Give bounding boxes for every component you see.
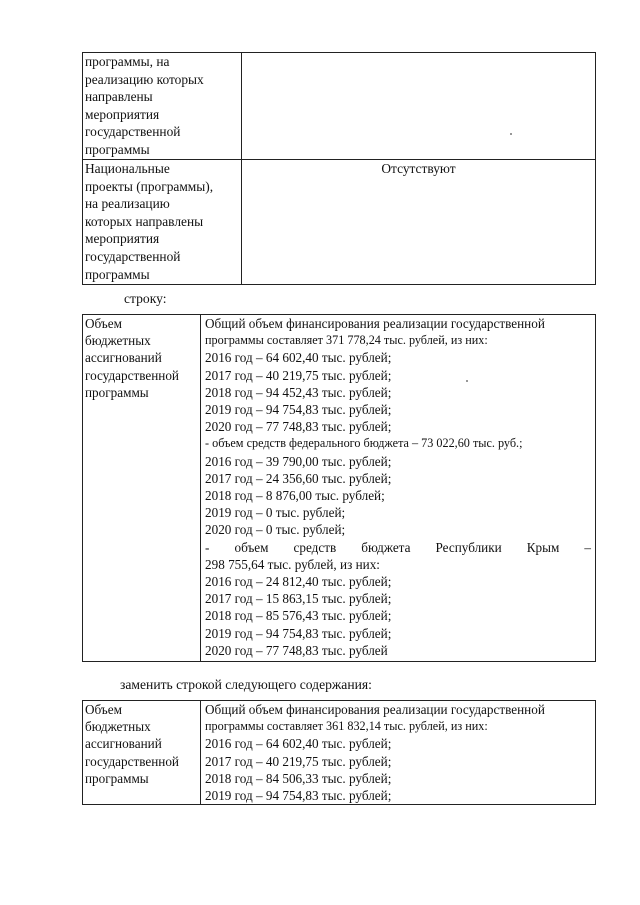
crimea-word: - [205,539,210,555]
row-label-cell [83,701,201,805]
label-line: направлены [85,89,153,105]
absent-value: Отсутствуют [381,161,456,176]
year-line: 2017 год – 40 219,75 тыс. рублей; [205,367,392,383]
paragraph-stroku: строку: [124,291,167,306]
scan-speck [510,133,512,135]
label-line: государственной [85,124,181,140]
year-line: 2017 год – 40 219,75 тыс. рублей; [205,753,392,769]
federal-intro-line: - объем средств федерального бюджета – 73 022,60 тыс. руб.; [205,436,523,451]
intro-line: программы составляет 361 832,14 тыс. рублей, из них: [205,719,488,734]
table-row [83,160,596,285]
year-line: 2019 год – 94 754,83 тыс. рублей; [205,788,392,804]
crimea-word: бюджета [361,539,411,555]
year-line: 2019 год – 94 754,83 тыс. рублей; [205,402,392,418]
year-line: 2018 год – 85 576,43 тыс. рублей; [205,608,392,624]
row-label-cell [83,53,242,160]
label-line: бюджетных [85,719,151,735]
year-line: 2020 год – 77 748,83 тыс. рублей; [205,419,392,435]
label-line: программы [85,384,149,400]
passport-table-top [82,52,596,285]
row-value-cell [242,53,596,160]
row-value-cell [201,315,596,662]
year-line: 2018 год – 84 506,33 тыс. рублей; [205,770,392,786]
row-value-cell [242,160,596,285]
table-row [83,53,596,160]
paragraph-replace: заменить строкой следующего содержания: [120,677,372,692]
label-line: государственной [85,248,181,264]
year-line: 2017 год – 24 356,60 тыс. рублей; [205,470,392,486]
crimea-word: объем [234,539,269,555]
crimea-word: средств [293,539,337,555]
label-line: которых направлены [85,213,204,229]
year-line: 2017 год – 15 863,15 тыс. рублей; [205,591,392,607]
table-row [83,315,596,662]
year-line: 2018 год – 94 452,43 тыс. рублей; [205,384,392,400]
label-line: программы, на [85,54,170,69]
year-line: 2016 год – 24 812,40 тыс. рублей; [205,574,392,590]
crimea-word: Республики [435,539,502,555]
label-line: ассигнований [85,350,162,366]
year-line: 2018 год – 8 876,00 тыс. рублей; [205,488,385,504]
label-line: реализацию которых [85,71,204,87]
intro-line: Общий объем финансирования реализации государственной [205,702,545,717]
label-line: программы [85,141,150,157]
year-line: 2020 год – 0 тыс. рублей; [205,522,346,538]
year-line: 2016 год – 64 602,40 тыс. рублей; [205,736,392,752]
scan-speck [466,380,468,382]
row-label-cell [83,160,242,285]
table-row [83,701,596,805]
label-line: на реализацию [85,196,170,212]
crimea-intro-line [205,539,591,556]
label-line: мероприятия [85,106,160,122]
year-line: 2016 год – 64 602,40 тыс. рублей; [205,350,392,366]
label-line: Объем [85,316,122,331]
budget-table-old [82,314,596,662]
crimea-word: – [584,539,591,555]
label-line: проекты (программы), [85,178,214,194]
label-line: ассигнований [85,736,162,752]
year-line: 2019 год – 94 754,83 тыс. рублей; [205,625,392,641]
label-line: государственной [85,367,179,383]
intro-line: программы составляет 371 778,24 тыс. рублей, из них: [205,333,488,348]
year-line: 2019 год – 0 тыс. рублей; [205,505,346,521]
label-line: государственной [85,753,179,769]
year-line: 2016 год – 39 790,00 тыс. рублей; [205,453,392,469]
crimea-intro-continuation: 298 755,64 тыс. рублей, из них: [205,556,380,572]
budget-table-new [82,700,596,805]
row-label-cell [83,315,201,662]
label-line: Объем [85,702,122,717]
label-line: Национальные [85,161,170,176]
label-line: программы [85,266,150,282]
label-line: программы [85,770,149,786]
intro-line: Общий объем финансирования реализации государственной [205,316,545,331]
label-line: бюджетных [85,333,151,349]
label-line: мероприятия [85,231,160,247]
year-line: 2020 год – 77 748,83 тыс. рублей [205,642,388,658]
crimea-word: Крым [526,539,560,555]
row-value-cell [201,701,596,805]
